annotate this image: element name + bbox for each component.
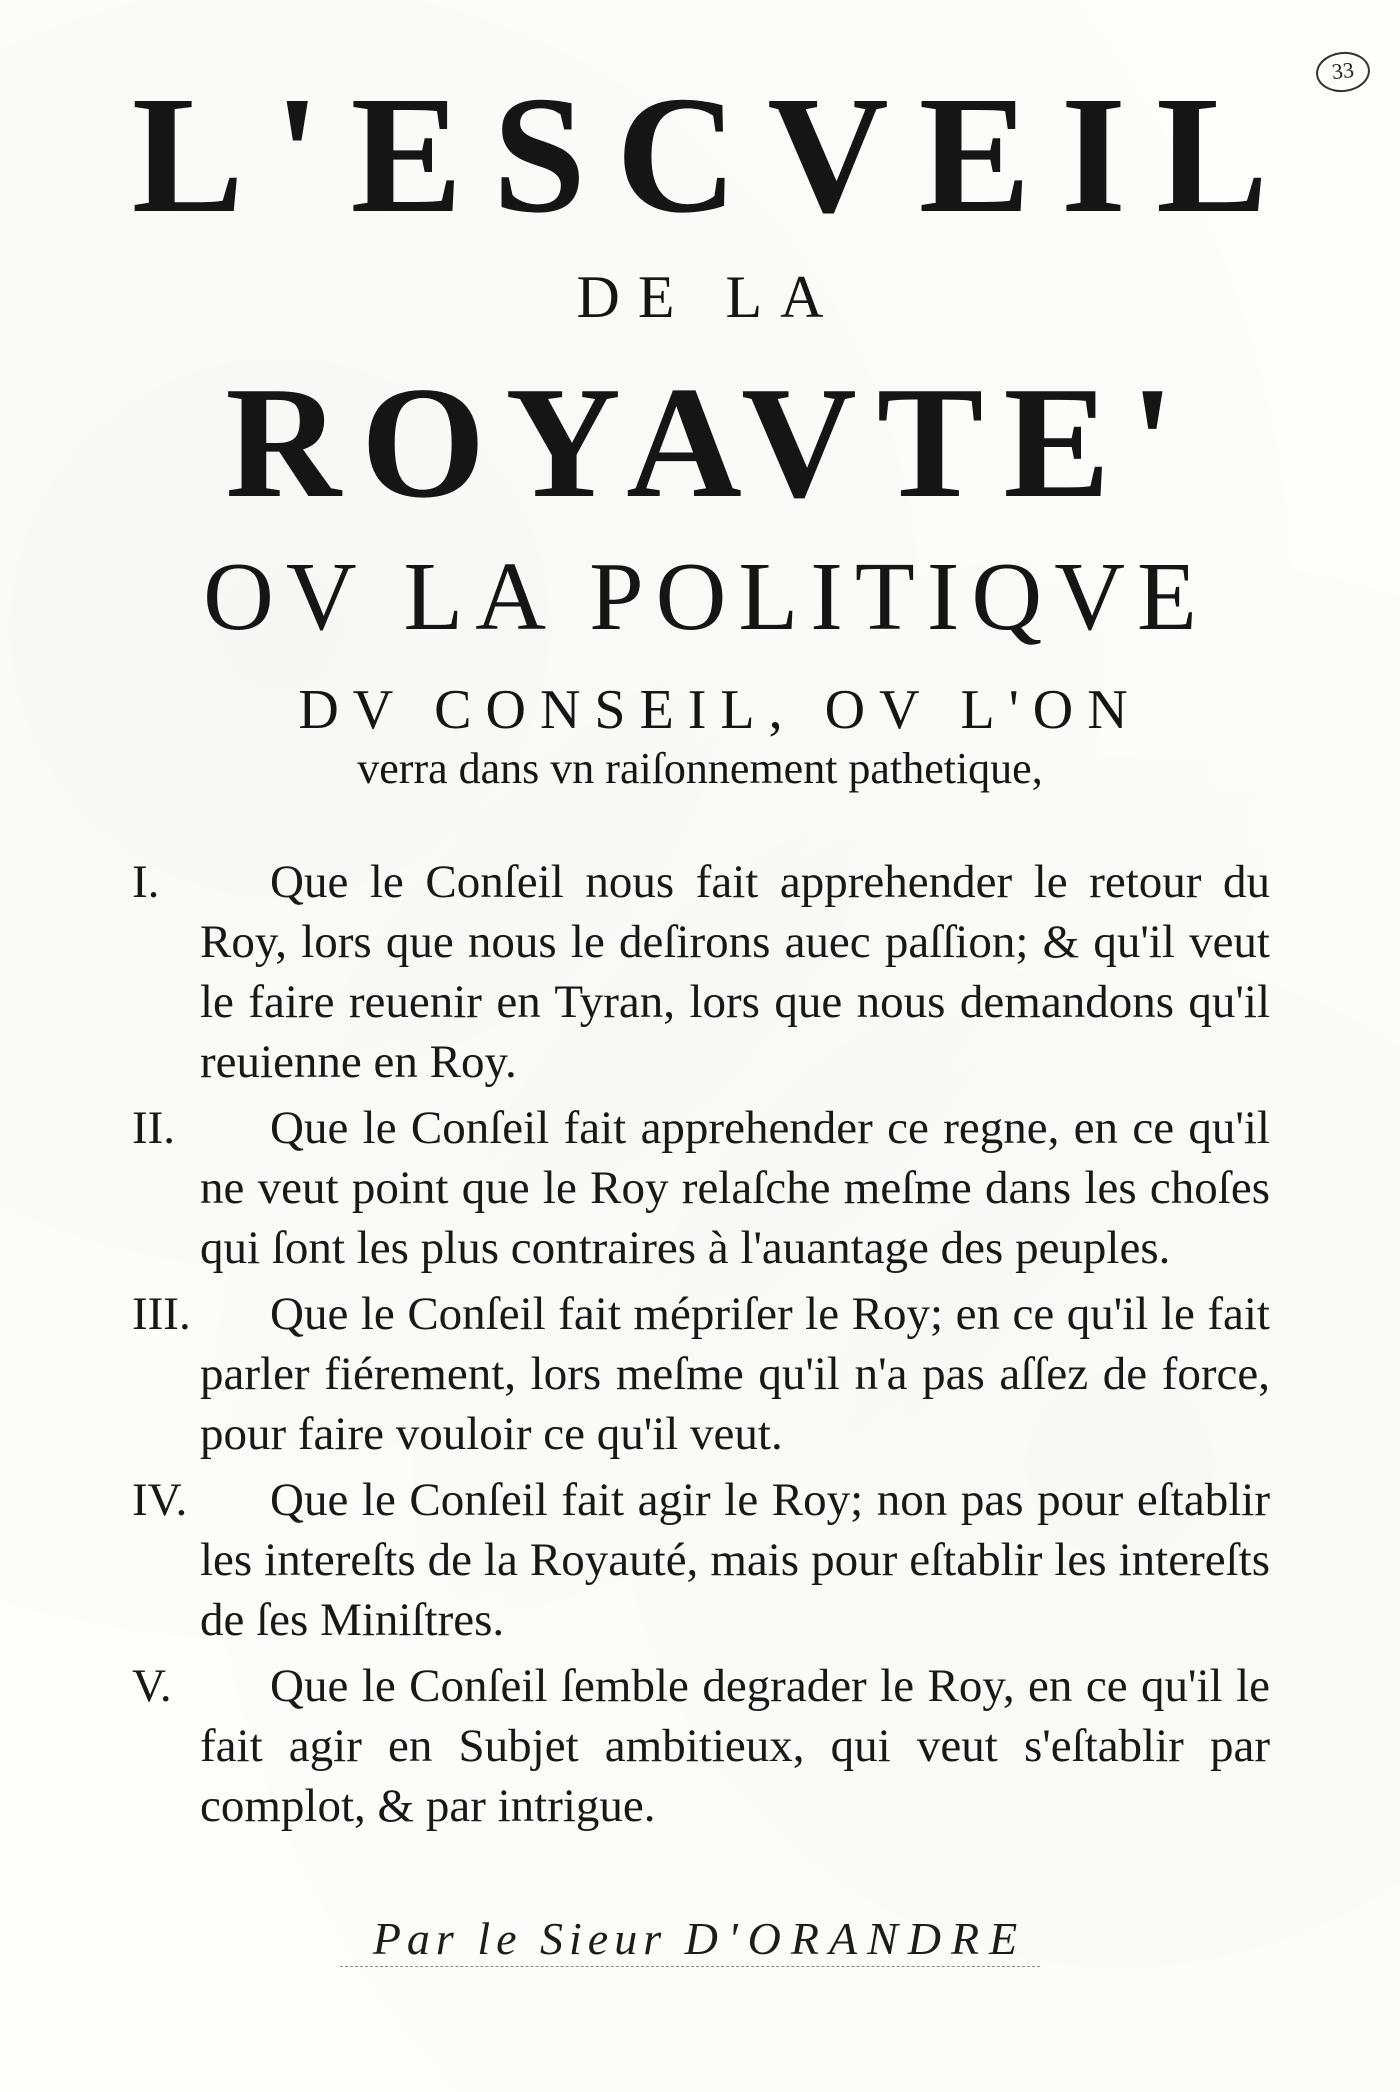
article-number: I. xyxy=(132,856,160,908)
title-line-de-la: DE LA xyxy=(576,264,842,330)
article-item xyxy=(132,1098,1270,1278)
article-list xyxy=(132,852,1270,1842)
author-signature xyxy=(0,1912,1400,1966)
article-item xyxy=(132,1470,1270,1650)
folio-number: 33 xyxy=(1314,49,1372,94)
article-number: II. xyxy=(132,1102,176,1154)
article-text: Que le Conſeil ſemble degrader le Roy, en ce qu'il le fait agir en Subjet ambitieux, qui veut s'eſtablir par complot, & par intrigue. xyxy=(200,1660,1270,1832)
author-name: D'ORANDRE xyxy=(684,1913,1028,1964)
signature-underline xyxy=(340,1966,1040,1967)
title-line-royavte: ROYAVTE' xyxy=(225,353,1195,531)
article-text: Que le Conſeil fait mépriſer le Roy; en ce qu'il le fait parler fiérement, lors meſme qu'il n'a pas aſſez de force, pour faire vouloir ce qu'il veut. xyxy=(200,1288,1270,1460)
article-item xyxy=(132,852,1270,1092)
signature-prefix: Par le Sieur xyxy=(372,1913,668,1964)
article-item xyxy=(132,1656,1270,1836)
article-text: Que le Conſeil fait apprehender ce regne, en ce qu'il ne veut point que le Roy relaſche meſme dans les choſes qui ſont les plus contraires à l'auantage des peuples. xyxy=(200,1102,1270,1274)
title-line-conseil: DV CONSEIL, OV L'ON xyxy=(298,679,1142,741)
article-number: III. xyxy=(132,1288,191,1340)
title-line-politique: OV LA POLITIQVE xyxy=(203,543,1209,651)
title-line-subtitle: verra dans vn raiſonnement pathetique, xyxy=(357,744,1043,793)
article-text: Que le Conſeil fait agir le Roy; non pas pour eſtablir les intereſts de la Royauté, mais pour eſtablir les intereſts de ſes Miniſtres. xyxy=(200,1474,1270,1646)
article-text: Que le Conſeil nous fait apprehender le retour du Roy, lors que nous le deſirons auec paſſion; & qu'il veut le faire reuenir en Tyran, lors que nous demandons qu'il reuienne en Roy. xyxy=(200,856,1270,1088)
title-line-escveil: L'ESCVEIL xyxy=(131,62,1299,248)
article-number: V. xyxy=(132,1660,172,1712)
article-number: IV. xyxy=(132,1474,188,1526)
article-item xyxy=(132,1284,1270,1464)
